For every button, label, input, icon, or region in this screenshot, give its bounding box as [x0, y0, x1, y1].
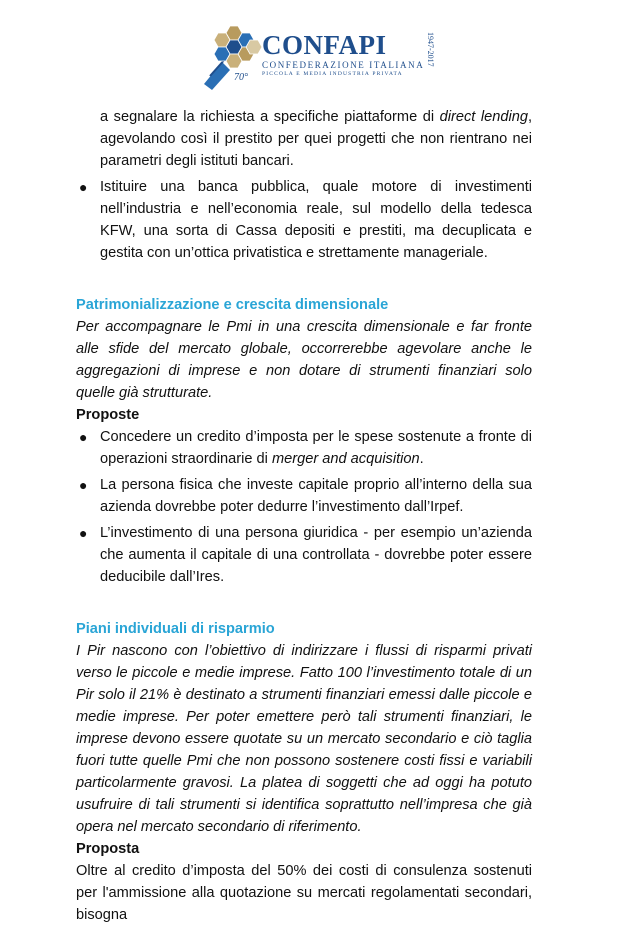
list-item: ● Concedere un credito d’imposta per le spese sostenute a fronte di operazioni straordinarie di merger and acquisition.: [76, 426, 532, 470]
bullet-continuation: a segnalare la richiesta a specifiche piattaforme di direct lending, agevolando così il prestito per quei progetti che non rientrano nei parametri degli istituti bancari.: [100, 109, 532, 169]
list-item: ● La persona fisica che investe capitale proprio all’interno della sua azienda dovrebbe poter dedurre l’investimento dall’Irpef.: [76, 474, 532, 518]
document-body: [76, 106, 532, 926]
list-item: ● Istituire una banca pubblica, quale motore di investimenti nell’industria e nell’economia reale, sul modello della tedesca KFW, una sorta di Cassa depositi e prestiti, ma decuplicata e gestita con un’ottica privatistica e strettamente manageriale.: [76, 176, 532, 264]
section-subheading: Proposta: [76, 841, 140, 857]
brand-years: 1947-2017: [426, 32, 435, 67]
intro-bullet-list: [76, 176, 532, 264]
section-lead: Per accompagnare le Pmi in una crescita dimensionale e far fronte alle sfide del mercato globale, occorrerebbe agevolare anche le aggregazioni di imprese e non dotare di strumenti finanziari solo quelle già strutturate.: [76, 319, 532, 401]
brand-tagline: CONFEDERAZIONE ITALIANA: [262, 60, 425, 70]
anniversary-label: 70°: [234, 72, 248, 83]
section-heading: Patrimonializzazione e crescita dimensionale: [76, 297, 389, 313]
bullet-icon: ●: [79, 477, 88, 493]
hexagon-emblem-icon: [200, 18, 264, 90]
bullet-icon: ●: [79, 179, 88, 195]
brand-subtagline: PICCOLA E MEDIA INDUSTRIA PRIVATA: [262, 71, 403, 77]
section-heading: Piani individuali di risparmio: [76, 621, 275, 637]
section-lead: I Pir nascono con l’obiettivo di indirizzare i flussi di risparmi privati verso le piccole e medie imprese. Fatto 100 l’investimento totale di un Pir solo il 21% è destinato a strumenti finanziari emessi dalle piccole e medie imprese. Per poter emettere però tali strumenti finanziari, le imprese devono essere quotate su un mercato secondario e ciò taglia fuori tutte quelle Pmi che non possono sostenere costi fissi e variabili particolarmente gravosi. La platea di soggetti che ad oggi ha potuto usufruire di tali strumenti si identifica soprattutto nell’impresa che già opera nel mercato secondario di riferimento.: [76, 643, 532, 835]
bullet-icon: ●: [79, 525, 88, 541]
confapi-logo: [200, 18, 440, 90]
section-subheading: Proposte: [76, 407, 140, 423]
brand-name: CONFAPI: [262, 30, 387, 60]
proposals-list: [76, 426, 532, 588]
section-body: Oltre al credito d’imposta del 50% dei costi di consulenza sostenuti per l'ammissione alla quotazione su mercati regolamentati secondari, bisogna: [76, 863, 532, 923]
bullet-icon: ●: [79, 429, 88, 445]
list-item: ● L’investimento di una persona giuridica - per esempio un’azienda che aumenta il capitale di una controllata - dovrebbe poter essere deducibile dall’Ires.: [76, 522, 532, 588]
